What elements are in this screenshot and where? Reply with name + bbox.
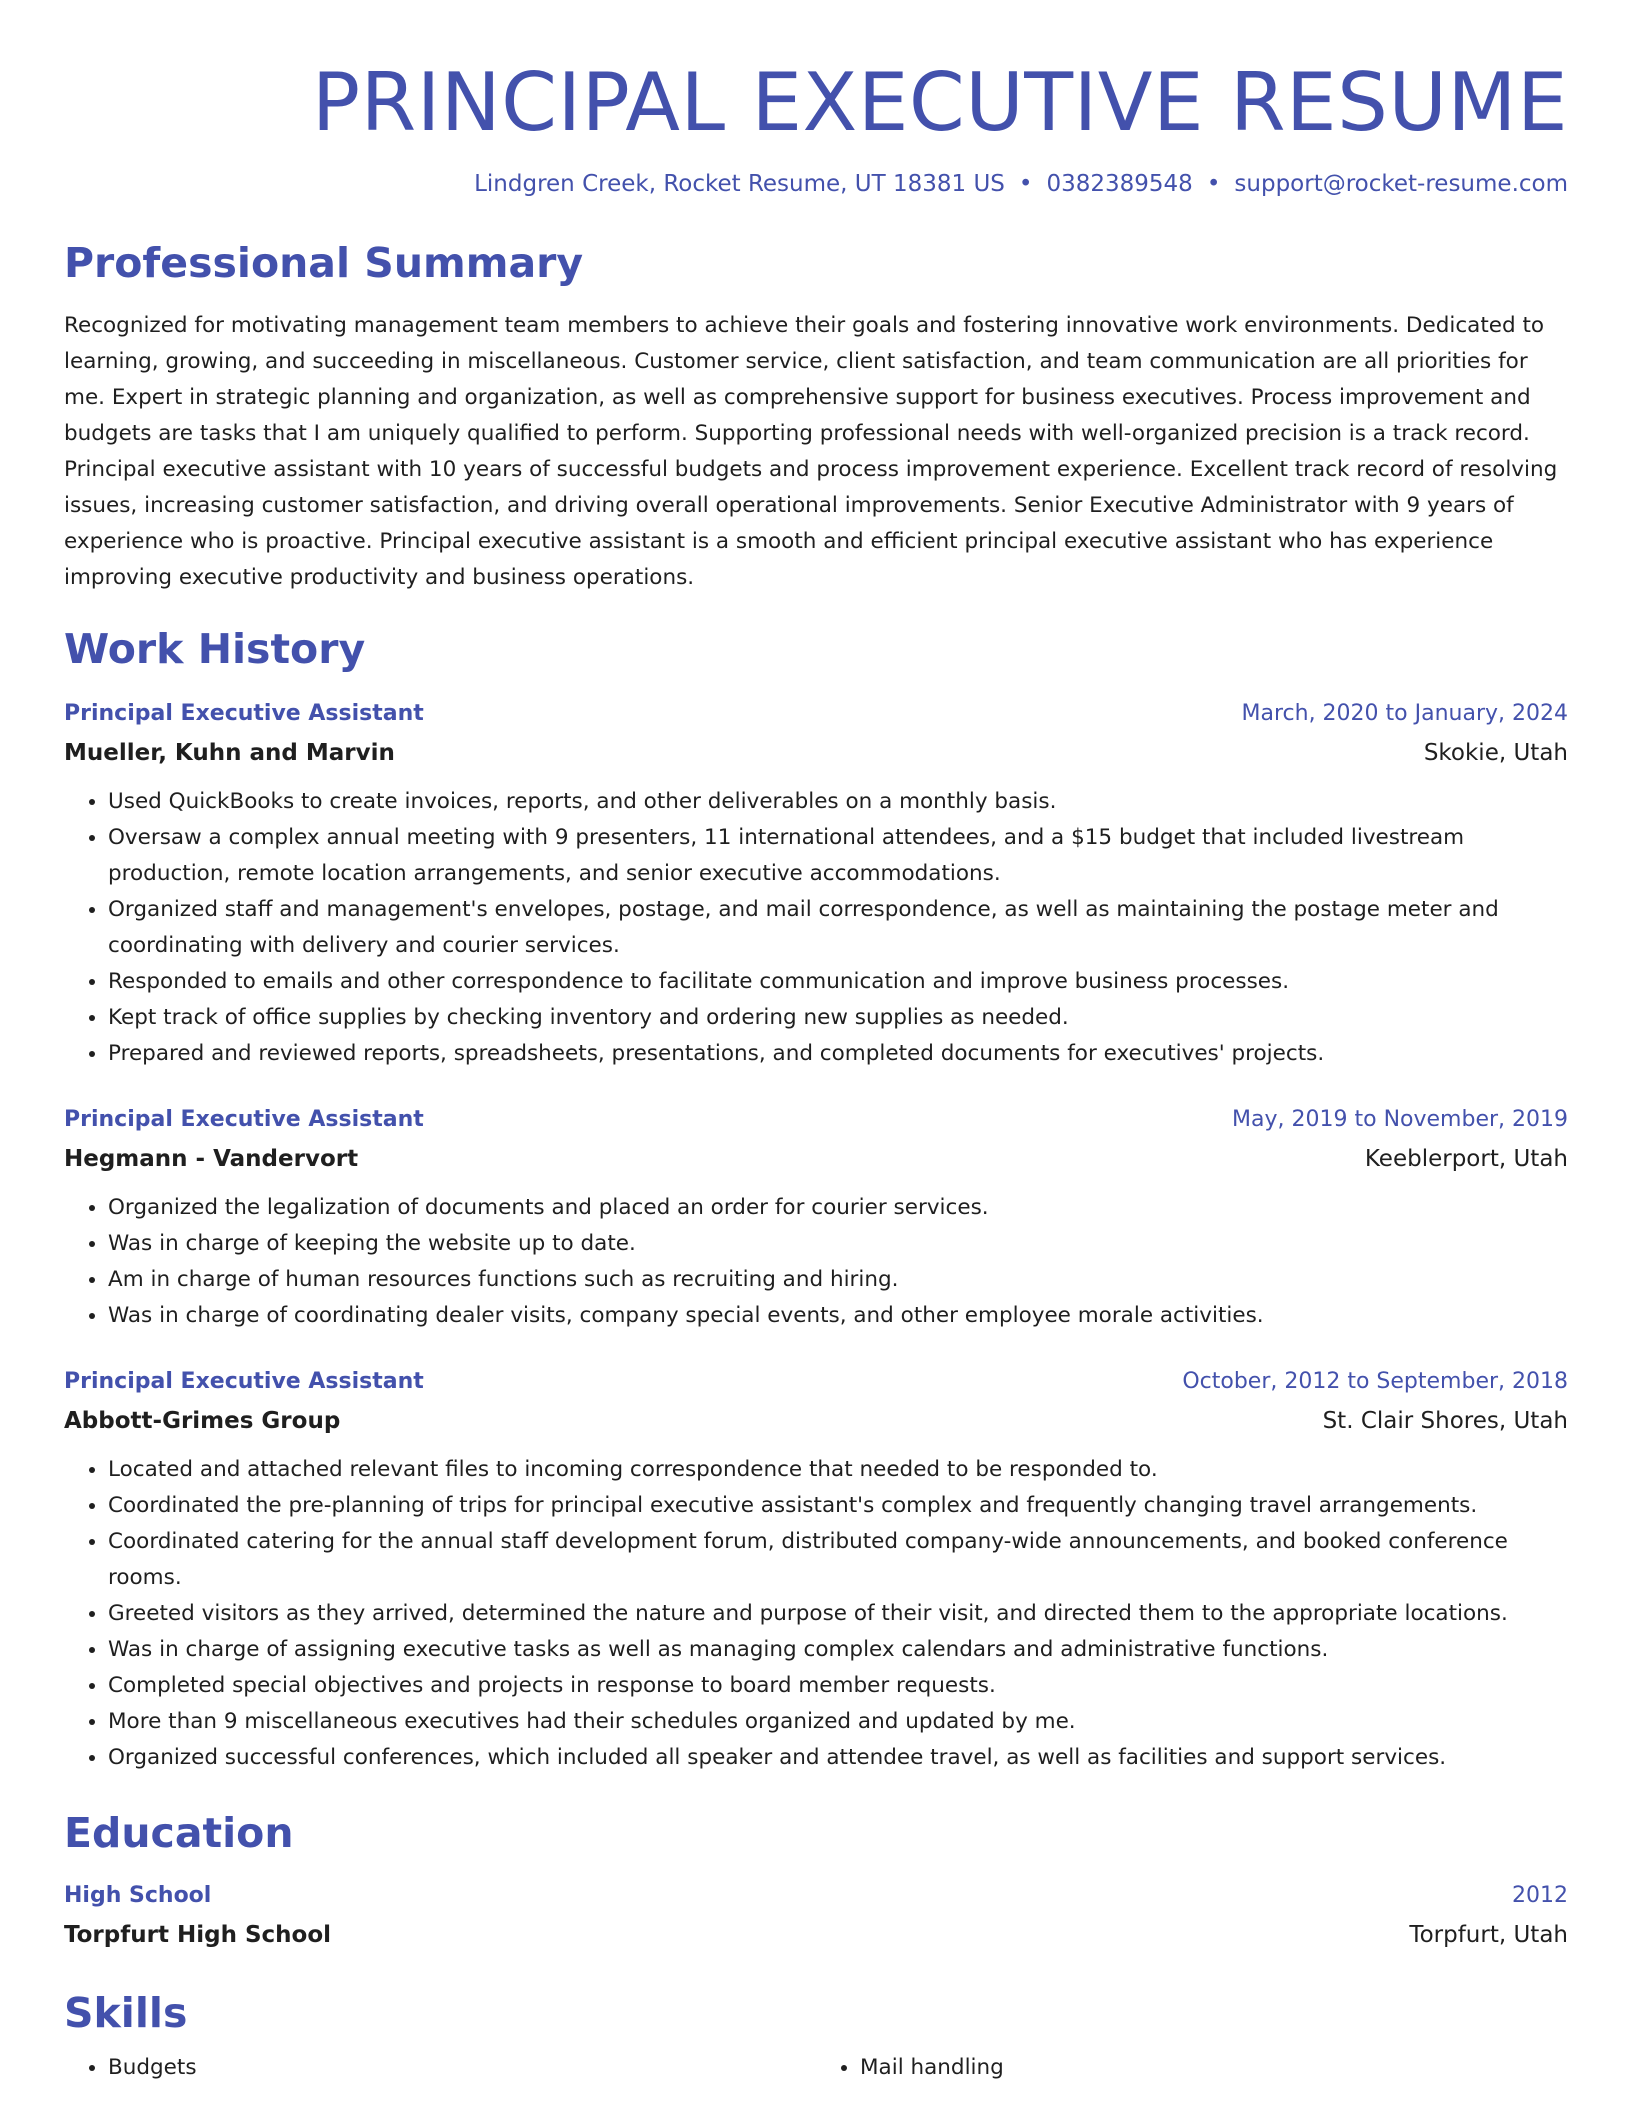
- job-entry: [64, 1102, 1568, 1334]
- job-bullet: • Used QuickBooks to create invoices, reports, and other deliverables on a monthly basis.: [108, 784, 1568, 820]
- skills-column-left: [64, 2050, 816, 2086]
- contact-address: Lindgren Creek, Rocket Resume, UT 18381 US: [474, 171, 1005, 197]
- job-bullet: • Was in charge of assigning executive tasks as well as managing complex calendars and administrative functions.: [108, 1632, 1568, 1668]
- job-bullet: • Organized staff and management's envelopes, postage, and mail correspondence, as well as maintaining the postage meter and coordinating with delivery and courier services.: [108, 892, 1568, 964]
- skills-column-right: [816, 2050, 1568, 2086]
- contact-separator: •: [1206, 171, 1221, 197]
- job-bullet-list: [64, 1452, 1568, 1776]
- job-bullet: • Was in charge of coordinating dealer visits, company special events, and other employee morale activities.: [108, 1298, 1568, 1334]
- job-bullet-list: [64, 1190, 1568, 1334]
- contact-email[interactable]: support@rocket-resume.com: [1234, 171, 1568, 197]
- job-bullet: • Greeted visitors as they arrived, determined the nature and purpose of their visit, and directed them to the appropriate locations.: [108, 1596, 1568, 1632]
- section-title-education: Education: [64, 1809, 294, 1857]
- job-bullet: • Was in charge of keeping the website up to date.: [108, 1226, 1568, 1262]
- education-year: 2012: [1512, 1883, 1568, 1908]
- job-bullet-list: [64, 784, 1568, 1072]
- education-entry: [64, 1878, 1568, 1956]
- education-degree: High School: [64, 1883, 212, 1908]
- section-title-work-history: Work History: [64, 625, 366, 673]
- job-location: St. Clair Shores, Utah: [1322, 1408, 1568, 1434]
- section-title-summary: Professional Summary: [64, 239, 584, 287]
- job-bullet: • Located and attached relevant files to incoming correspondence that needed to be responded to.: [108, 1452, 1568, 1488]
- skills-list: [64, 2050, 1568, 2086]
- job-bullet: • Coordinated the pre-planning of trips for principal executive assistant's complex and frequently changing travel arrangements.: [108, 1488, 1568, 1524]
- job-dates: May, 2019 to November, 2019: [1232, 1107, 1568, 1132]
- job-company: Mueller, Kuhn and Marvin: [64, 740, 395, 766]
- summary-text: Recognized for motivating management team members to achieve their goals and fostering innovative work environments. Dedicated to learning, growing, and succeeding in miscellaneous. Customer service, client satisfaction, and team communication are all priorities for me. Expert in strategic planning and organization, as well as comprehensive support for business executives. Process improvement and budgets are tasks that I am uniquely qualified to perform. Supporting professional needs with well-organized precision is a track record. Principal executive assistant with 10 years of successful budgets and process improvement experience. Excellent track record of resolving issues, increasing customer satisfaction, and driving overall operational improvements. Senior Executive Administrator with 9 years of experience who is proactive. Principal executive assistant is a smooth and efficient principal executive assistant who has experience improving executive productivity and business operations.: [64, 313, 1558, 590]
- job-entry: [64, 1364, 1568, 1776]
- job-bullet: • Organized successful conferences, which included all speaker and attendee travel, as well as facilities and support services.: [108, 1740, 1568, 1776]
- job-entry: [64, 696, 1568, 1072]
- job-role: Principal Executive Assistant: [64, 1369, 424, 1394]
- job-bullet: • Completed special objectives and projects in response to board member requests.: [108, 1668, 1568, 1704]
- job-bullet: • Coordinated catering for the annual staff development forum, distributed company-wide announcements, and booked conference rooms.: [108, 1524, 1568, 1596]
- job-role: Principal Executive Assistant: [64, 701, 424, 726]
- job-company: Hegmann - Vandervort: [64, 1146, 359, 1172]
- contact-line: [64, 168, 1568, 200]
- job-dates: March, 2020 to January, 2024: [1241, 701, 1568, 726]
- job-bullet: • Oversaw a complex annual meeting with 9 presenters, 11 international attendees, and a $15 budget that included livestream production, remote location arrangements, and senior executive accommodations.: [108, 820, 1568, 892]
- section-title-skills: Skills: [64, 1989, 188, 2037]
- job-location: Skokie, Utah: [1423, 740, 1568, 766]
- resume-page: [64, 0, 1568, 2086]
- job-location: Keeblerport, Utah: [1364, 1146, 1568, 1172]
- job-role: Principal Executive Assistant: [64, 1107, 424, 1132]
- contact-separator: •: [1018, 171, 1033, 197]
- education-school: Torpfurt High School: [64, 1922, 332, 1948]
- contact-phone: 0382389548: [1046, 171, 1193, 197]
- job-bullet: • Am in charge of human resources functions such as recruiting and hiring.: [108, 1262, 1568, 1298]
- job-bullet: • More than 9 miscellaneous executives had their schedules organized and updated by me.: [108, 1704, 1568, 1740]
- skill-item: • Budgets: [108, 2050, 816, 2086]
- job-dates: October, 2012 to September, 2018: [1182, 1369, 1568, 1394]
- job-bullet: • Responded to emails and other correspondence to facilitate communication and improve business processes.: [108, 964, 1568, 1000]
- resume-title: PRINCIPAL EXECUTIVE RESUME: [311, 56, 1568, 149]
- education-location: Torpfurt, Utah: [1409, 1922, 1568, 1948]
- job-company: Abbott-Grimes Group: [64, 1408, 341, 1434]
- job-bullet: • Kept track of office supplies by checking inventory and ordering new supplies as needed.: [108, 1000, 1568, 1036]
- skill-item: • Mail handling: [860, 2050, 1568, 2086]
- job-bullet: • Organized the legalization of documents and placed an order for courier services.: [108, 1190, 1568, 1226]
- job-bullet: • Prepared and reviewed reports, spreadsheets, presentations, and completed documents for executives' projects.: [108, 1036, 1568, 1072]
